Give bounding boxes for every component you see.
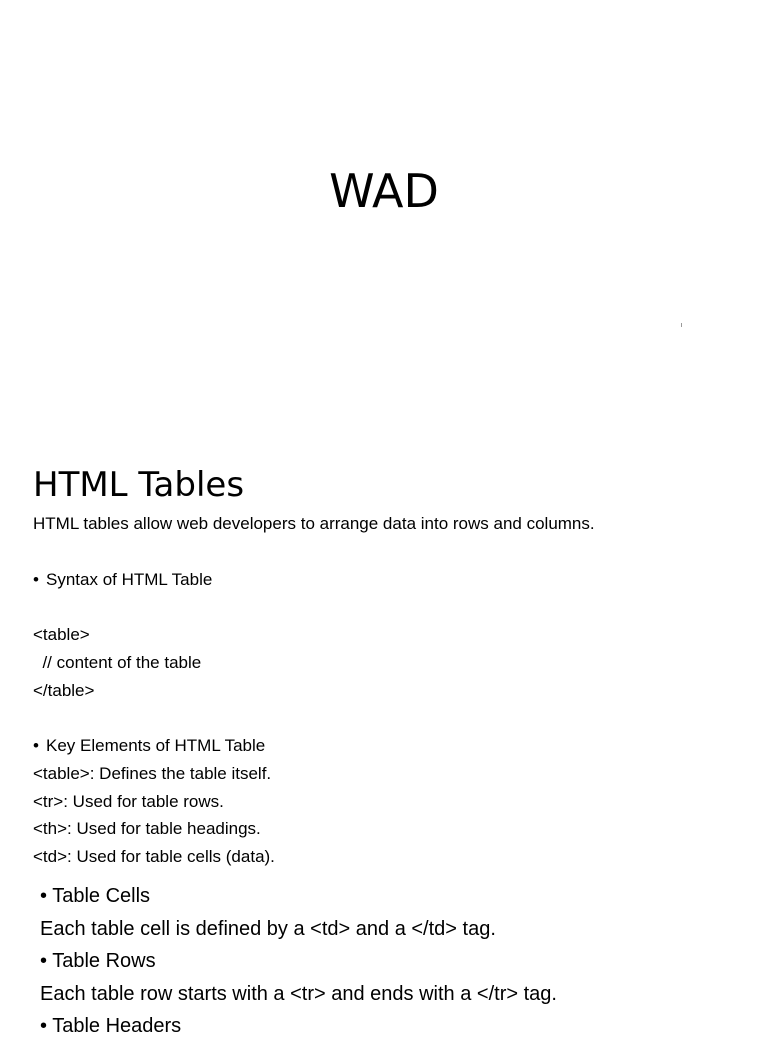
intro-text: HTML tables allow web developers to arrange data into rows and columns.: [33, 514, 595, 533]
bullet-syntax-label: Syntax of HTML Table: [46, 569, 213, 589]
decorative-mark: [681, 323, 682, 327]
bullet-icon: •: [40, 885, 48, 907]
bullet-syntax: [33, 566, 753, 594]
bullet-icon: •: [33, 736, 39, 755]
slide-title: WAD: [329, 164, 439, 218]
details-block: [40, 880, 760, 1043]
element-item: <td>: Used for table cells (data).: [33, 847, 275, 866]
bullet-icon: •: [40, 1015, 48, 1037]
bullet-icon: •: [33, 569, 39, 589]
element-item: <table>: Defines the table itself.: [33, 763, 272, 783]
bullet-table-rows-label: Table Rows: [52, 950, 156, 972]
bullet-elements: [33, 732, 753, 760]
code-line: </table>: [33, 680, 95, 700]
spacer: [33, 704, 753, 732]
bullet-table-headers: [40, 1010, 760, 1043]
bullet-table-headers-label: Table Headers: [52, 1015, 182, 1037]
element-item: <th>: Used for table headings.: [33, 819, 261, 839]
bullet-table-cells-label: Table Cells: [52, 885, 151, 907]
table-cells-text: Each table cell is defined by a <td> and a </td> tag.: [40, 917, 496, 940]
bullet-table-rows: [40, 945, 760, 978]
code-line: // content of the table: [33, 652, 202, 672]
bullet-icon: •: [40, 950, 48, 972]
table-rows-text: Each table row starts with a <tr> and ends with a </tr> tag.: [40, 982, 557, 1005]
bullet-elements-label: Key Elements of HTML Table: [46, 736, 266, 755]
code-line: <table>: [33, 625, 90, 644]
bullet-table-cells: [40, 880, 760, 913]
content-block: [33, 510, 753, 871]
section-heading: HTML Tables: [33, 465, 245, 505]
element-item: <tr>: Used for table rows.: [33, 791, 224, 811]
spacer: [33, 538, 753, 566]
spacer: [33, 593, 753, 621]
